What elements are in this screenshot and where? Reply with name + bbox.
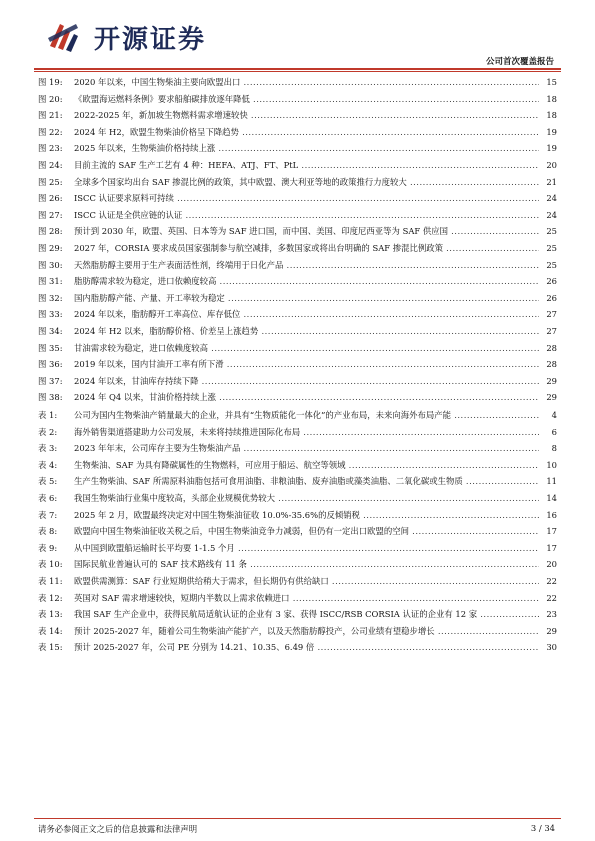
entry-label: 表 7: [38, 509, 58, 520]
figure-entry[interactable] [38, 207, 557, 224]
entry-label: 表 12: [38, 592, 63, 603]
entry-title: 欧盟供需测算：SAF 行业短期供给稍大于需求，但长期仍有供给缺口 ..... [74, 573, 539, 590]
entry-title: ISCC 认证是全供应链的认证 ..... [74, 207, 539, 224]
entry-page: 15 [539, 74, 557, 91]
entry-title: 国际民航业普遍认可的 SAF 技术路线有 11 条 ..... [74, 556, 539, 573]
entry-page: 20 [539, 157, 557, 174]
report-type: 公司首次覆盖报告 [485, 57, 554, 67]
entry-page: 29 [539, 373, 557, 390]
entry-page: 25 [539, 257, 557, 274]
entry-title: 2024 年 H2 以来，脂肪醇价格、价差呈上涨趋势 ..... [74, 323, 539, 340]
entry-title: 目前主流的 SAF 生产工艺有 4 种：HEFA、ATJ、FT、PtL ..... [74, 157, 539, 174]
entry-page: 27 [539, 323, 557, 340]
entry-title: 2024 年以来，甘油库存持续下降 ..... [74, 373, 539, 390]
logo-mark-icon [46, 18, 88, 56]
figure-entry[interactable] [38, 74, 557, 91]
entry-page: 6 [539, 424, 557, 441]
figure-entry[interactable] [38, 257, 557, 274]
entry-label: 表 8: [38, 526, 58, 537]
figure-entry[interactable] [38, 306, 557, 323]
figure-entry[interactable] [38, 356, 557, 373]
entry-page: 4 [539, 407, 557, 424]
entry-label: 图 21: [38, 110, 63, 121]
entry-title: 我国生物柴油行业集中度较高，头部企业规模优势较大 ..... [74, 490, 539, 507]
entry-label: 图 27: [38, 209, 63, 220]
footer-rule [34, 818, 561, 819]
entry-label: 图 30: [38, 259, 63, 270]
entry-page: 24 [539, 207, 557, 224]
table-entry[interactable] [38, 507, 557, 524]
entry-page: 21 [539, 174, 557, 191]
entry-label: 图 34: [38, 325, 63, 336]
figure-entry[interactable] [38, 124, 557, 141]
entry-page: 24 [539, 190, 557, 207]
entry-label: 表 2: [38, 426, 58, 437]
entry-label: 表 9: [38, 542, 58, 553]
page-header [0, 0, 595, 70]
entry-label: 图 31: [38, 276, 63, 287]
entry-label: 表 14: [38, 625, 63, 636]
entry-title: 生物柴油、SAF 为具有降碳属性的生物燃料，可应用于船运、航空等领域 ..... [74, 457, 539, 474]
entry-page: 22 [539, 590, 557, 607]
header-rule-thin [34, 71, 561, 72]
entry-page: 19 [539, 124, 557, 141]
figure-entry[interactable] [38, 373, 557, 390]
table-entry[interactable] [38, 540, 557, 557]
entry-title: 脂肪醇需求较为稳定，进口依赖度较高 ..... [74, 273, 539, 290]
figure-entry[interactable] [38, 273, 557, 290]
entry-title: 从中国到欧盟船运输时长平均要 1-1.5 个月 ..... [74, 540, 539, 557]
entry-label: 表 13: [38, 609, 63, 620]
entry-page: 22 [539, 573, 557, 590]
entry-page: 25 [539, 240, 557, 257]
entry-label: 图 25: [38, 176, 63, 187]
entry-label: 图 32: [38, 292, 63, 303]
page-number: 3 / 34 [530, 823, 555, 833]
figure-entry[interactable] [38, 290, 557, 307]
entry-label: 表 3: [38, 443, 58, 454]
entry-page: 18 [539, 107, 557, 124]
entry-title: 公司为国内生物柴油产销量最大的企业，并具有“生物质能化一体化”的产业布局，未来向海外布局产能 ..... [74, 407, 539, 424]
figure-entry[interactable] [38, 107, 557, 124]
entry-page: 29 [539, 623, 557, 640]
figure-entry[interactable] [38, 240, 557, 257]
entry-title: 2024 年 Q4 以来，甘油价格持续上涨 ..... [74, 389, 539, 406]
entry-page: 26 [539, 273, 557, 290]
figure-entry[interactable] [38, 340, 557, 357]
figure-entry[interactable] [38, 157, 557, 174]
entry-label: 图 22: [38, 126, 63, 137]
entry-label: 表 6: [38, 492, 58, 503]
figure-index [38, 74, 557, 406]
entry-label: 表 4: [38, 459, 58, 470]
entry-title: 2024 年 H2，欧盟生物柴油价格呈下降趋势 ..... [74, 124, 539, 141]
entry-title: 2019 年以来，国内甘油开工率有所下滑 ..... [74, 356, 539, 373]
table-entry[interactable] [38, 556, 557, 573]
entry-page: 11 [539, 473, 557, 490]
entry-page: 27 [539, 306, 557, 323]
entry-label: 图 24: [38, 159, 63, 170]
entry-label: 图 26: [38, 193, 63, 204]
figure-entry[interactable] [38, 223, 557, 240]
entry-page: 28 [539, 356, 557, 373]
entry-label: 图 28: [38, 226, 63, 237]
entry-page: 14 [539, 490, 557, 507]
entry-title: 海外销售渠道搭建助力公司发展，未来将持续推进国际化布局 ..... [74, 424, 539, 441]
entry-title: 全球多个国家均出台 SAF 掺混比例的政策，其中欧盟、澳大利亚等地的政策推行力度较大 ..... [74, 174, 539, 191]
entry-title: 英国对 SAF 需求增速较快，短期内半数以上需求依赖进口 ..... [74, 590, 539, 607]
table-entry[interactable] [38, 523, 557, 540]
entry-label: 图 35: [38, 342, 63, 353]
entry-title: 我国 SAF 生产企业中，获得民航局适航认证的企业有 3 家、获得 ISCC/RSB CORSIA 认证的企业有 12 家 ..... [74, 606, 539, 623]
entry-label: 图 36: [38, 359, 63, 370]
entry-label: 表 10: [38, 559, 63, 570]
company-logo [46, 18, 206, 56]
entry-title: 2027 年，CORSIA 要求成员国家强制参与航空减排，多数国家或将出台明确的 SAF 掺混比例政策 ..... [74, 240, 539, 257]
entry-label: 图 20: [38, 93, 63, 104]
entry-title: 生产生物柴油、SAF 所需原料油脂包括可食用油脂、非粮油脂、废弃油脂或藻类油脂、二氧化碳或生物质 ..... [74, 473, 539, 490]
entry-title: 预计 2025-2027 年，公司 PE 分别为 14.21、10.35、6.49 倍 ..... [74, 639, 539, 656]
entry-label: 表 11: [38, 575, 63, 586]
table-entry[interactable] [38, 473, 557, 490]
entry-title: 天然脂肪醇主要用于生产表面活性剂，终端用于日化产品 ..... [74, 257, 539, 274]
table-entry[interactable] [38, 490, 557, 507]
table-entry[interactable] [38, 639, 557, 656]
entry-page: 25 [539, 223, 557, 240]
entry-title: 2023 年年末，公司库存主要为生物柴油产品 ..... [74, 440, 539, 457]
entry-title: 2024 年以来，脂肪醇开工率高位、库存低位 ..... [74, 306, 539, 323]
footer-disclaimer: 请务必参阅正文之后的信息披露和法律声明 [38, 824, 198, 834]
table-entry[interactable] [38, 407, 557, 424]
entry-label: 表 15: [38, 642, 63, 653]
entry-title: 预计 2025-2027 年，随着公司生物柴油产能扩产，以及天然脂肪醇投产，公司业绩有望稳步增长 ..... [74, 623, 539, 640]
entry-label: 图 33: [38, 309, 63, 320]
brand-name: 开源证券 [94, 24, 207, 55]
entry-title: 2022-2025 年，新加坡生物燃料需求增速较快 ..... [74, 107, 539, 124]
entry-title: 2020 年以来，中国生物柴油主要向欧盟出口 ..... [74, 74, 539, 91]
entry-page: 8 [539, 440, 557, 457]
entry-label: 图 19: [38, 77, 63, 87]
figure-entry[interactable] [38, 140, 557, 157]
entry-page: 30 [539, 639, 557, 656]
entry-label: 图 23: [38, 143, 63, 154]
figure-entry[interactable] [38, 389, 557, 406]
entry-title: 甘油需求较为稳定，进口依赖度较高 ..... [74, 340, 539, 357]
entry-page: 28 [539, 340, 557, 357]
entry-title: 国内脂肪醇产能、产量、开工率较为稳定 ..... [74, 290, 539, 307]
entry-title: 《欧盟海运燃料条例》要求船舶碳排放逐年降低 ..... [74, 91, 539, 108]
figure-entry[interactable] [38, 91, 557, 108]
entry-label: 图 29: [38, 242, 63, 253]
entry-page: 18 [539, 91, 557, 108]
table-entry[interactable] [38, 440, 557, 457]
entry-label: 图 37: [38, 375, 63, 386]
entry-page: 10 [539, 457, 557, 474]
entry-label: 图 38: [38, 392, 63, 403]
table-entry[interactable] [38, 590, 557, 607]
table-entry[interactable] [38, 623, 557, 640]
entry-page: 17 [539, 540, 557, 557]
entry-title: ISCC 认证要求原料可持续 ..... [74, 190, 539, 207]
entry-page: 19 [539, 140, 557, 157]
table-entry[interactable] [38, 424, 557, 441]
entry-page: 20 [539, 556, 557, 573]
entry-page: 29 [539, 389, 557, 406]
figure-entry[interactable] [38, 323, 557, 340]
entry-page: 23 [539, 606, 557, 623]
entry-page: 26 [539, 290, 557, 307]
figure-entry[interactable] [38, 174, 557, 191]
entry-label: 表 5: [38, 476, 58, 487]
entry-page: 16 [539, 507, 557, 524]
entry-label: 表 1: [38, 410, 58, 420]
table-index [38, 407, 557, 656]
table-entry[interactable] [38, 457, 557, 474]
entry-title: 2025 年 2 月，欧盟最终决定对中国生物柴油征收 10.0%-35.6%的反倾销税 ..... [74, 507, 539, 524]
figure-entry[interactable] [38, 190, 557, 207]
entry-title: 2025 年以来，生物柴油价格持续上涨 ..... [74, 140, 539, 157]
entry-page: 17 [539, 523, 557, 540]
table-entry[interactable] [38, 573, 557, 590]
table-entry[interactable] [38, 606, 557, 623]
entry-title: 预计到 2030 年，欧盟、英国、日本等为 SAF 进口国，而中国、美国、印度尼西亚等为 SAF 供应国 ..... [74, 223, 539, 240]
entry-title: 欧盟向中国生物柴油征收关税之后，中国生物柴油竞争力减弱，但仍有一定出口欧盟的空间 ..... [74, 523, 539, 540]
header-rule [34, 68, 561, 70]
